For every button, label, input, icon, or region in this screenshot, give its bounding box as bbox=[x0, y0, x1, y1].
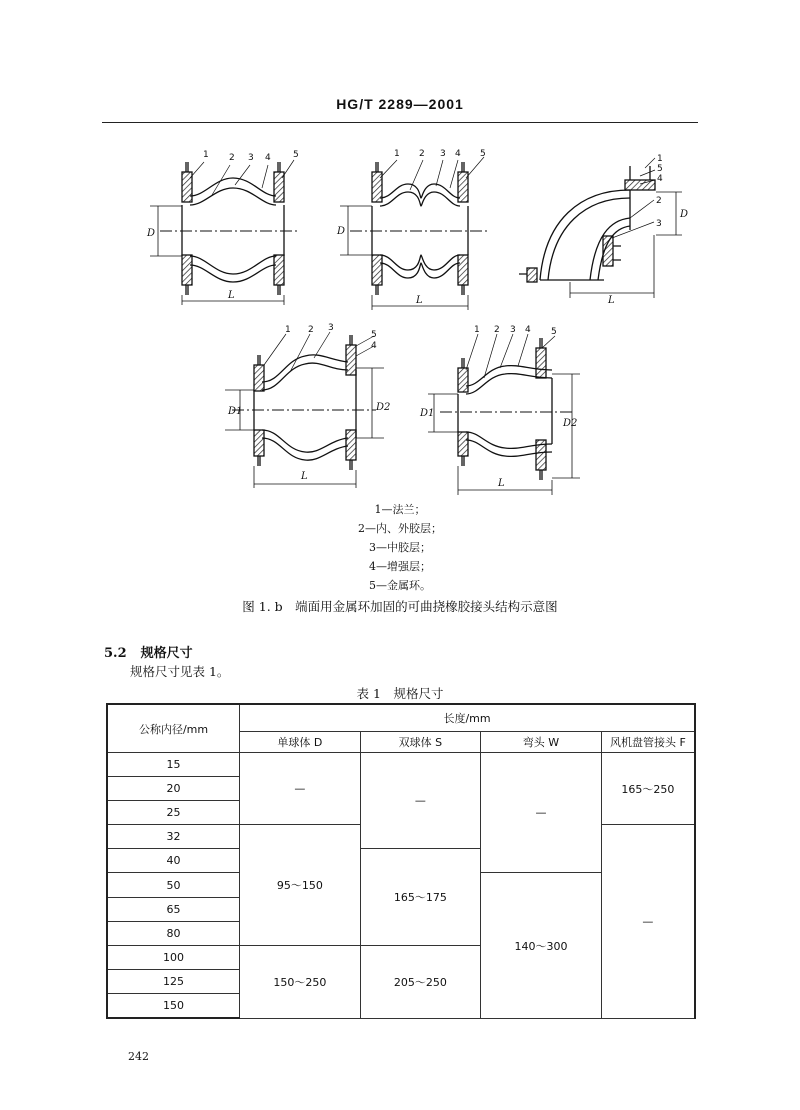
legend-item: 5—金属环。 bbox=[369, 579, 431, 592]
header-nominal-diameter: 公称内径/mm bbox=[107, 704, 240, 753]
svg-text:3: 3 bbox=[440, 149, 446, 159]
reducer-drawing-1 bbox=[225, 332, 384, 488]
dn-cell: 100 bbox=[107, 945, 240, 969]
elbow-cell: 140～300 bbox=[481, 873, 602, 1018]
reducer-drawing-2 bbox=[428, 334, 580, 495]
section-title: 规格尺寸 bbox=[140, 646, 193, 661]
svg-text:L: L bbox=[498, 478, 505, 489]
svg-text:1: 1 bbox=[657, 154, 663, 164]
dn-cell: 25 bbox=[107, 801, 240, 825]
svg-text:D: D bbox=[337, 226, 346, 237]
spec-table bbox=[106, 703, 696, 1019]
single-sphere-cell: 150～250 bbox=[240, 945, 361, 1018]
svg-text:5: 5 bbox=[371, 330, 377, 340]
double-sphere-cell: 165～175 bbox=[360, 849, 481, 945]
dn-cell: 150 bbox=[107, 993, 240, 1018]
svg-text:4: 4 bbox=[657, 174, 663, 184]
svg-text:2: 2 bbox=[419, 149, 425, 159]
elbow-cell: — bbox=[481, 753, 602, 873]
single-sphere-cell: 95～150 bbox=[240, 825, 361, 945]
svg-text:2: 2 bbox=[229, 153, 235, 163]
joint-structure-figure bbox=[0, 0, 800, 500]
header-double-sphere: 双球体 S bbox=[360, 732, 481, 753]
fan-coil-cell: — bbox=[601, 825, 695, 1018]
svg-text:D2: D2 bbox=[376, 402, 391, 413]
legend-item: 2—内、外胶层； bbox=[358, 522, 442, 535]
svg-text:4: 4 bbox=[525, 325, 531, 335]
dn-cell: 20 bbox=[107, 777, 240, 801]
figure-legend bbox=[0, 500, 800, 595]
svg-text:3: 3 bbox=[510, 325, 516, 335]
svg-text:5: 5 bbox=[293, 150, 299, 160]
svg-text:L: L bbox=[301, 471, 308, 482]
svg-text:L: L bbox=[608, 295, 615, 306]
svg-text:1: 1 bbox=[474, 325, 480, 335]
svg-text:3: 3 bbox=[656, 219, 662, 229]
svg-text:3: 3 bbox=[248, 153, 254, 163]
svg-text:3: 3 bbox=[328, 323, 334, 333]
standard-header: HG/T 2289—2001 bbox=[336, 96, 464, 112]
svg-text:4: 4 bbox=[265, 153, 271, 163]
page-number: 242 bbox=[128, 1050, 149, 1063]
svg-text:1: 1 bbox=[394, 149, 400, 159]
double-sphere-cell: — bbox=[360, 753, 481, 849]
svg-text:5: 5 bbox=[551, 327, 557, 337]
double-sphere-cell: 205～250 bbox=[360, 945, 481, 1018]
svg-text:D1: D1 bbox=[420, 408, 435, 419]
dn-cell: 32 bbox=[107, 825, 240, 849]
legend-item: 3—中胶层； bbox=[369, 541, 431, 554]
single-sphere-drawing bbox=[150, 160, 300, 305]
svg-text:D1: D1 bbox=[228, 406, 243, 417]
single-sphere-cell: — bbox=[240, 753, 361, 825]
header-fan-coil: 风机盘管接头 F bbox=[601, 732, 695, 753]
svg-text:1: 1 bbox=[285, 325, 291, 335]
header-single-sphere: 单球体 D bbox=[240, 732, 361, 753]
dn-cell: 65 bbox=[107, 897, 240, 921]
svg-text:2: 2 bbox=[308, 325, 314, 335]
svg-text:D: D bbox=[680, 209, 689, 220]
section-body: 规格尺寸见表 1。 bbox=[130, 664, 230, 679]
svg-text:1: 1 bbox=[203, 150, 209, 160]
header-length: 长度/mm bbox=[240, 704, 695, 732]
table-row bbox=[107, 753, 695, 777]
dn-cell: 50 bbox=[107, 873, 240, 897]
section-heading bbox=[104, 642, 207, 661]
svg-text:4: 4 bbox=[371, 341, 377, 351]
double-sphere-drawing bbox=[340, 157, 490, 310]
svg-text:5: 5 bbox=[480, 149, 486, 159]
svg-text:D2: D2 bbox=[563, 418, 578, 429]
section-number: 5.2 bbox=[104, 646, 127, 661]
figure-caption: 图 1. b 端面用金属环加固的可曲挠橡胶接头结构示意图 bbox=[242, 599, 558, 614]
dn-cell: 125 bbox=[107, 969, 240, 993]
dn-cell: 15 bbox=[107, 753, 240, 777]
svg-text:4: 4 bbox=[455, 149, 461, 159]
fan-coil-cell: 165～250 bbox=[601, 753, 695, 825]
table-caption: 表 1 规格尺寸 bbox=[356, 686, 444, 701]
dn-cell: 80 bbox=[107, 921, 240, 945]
header-elbow: 弯头 W bbox=[481, 732, 602, 753]
dn-cell: 40 bbox=[107, 849, 240, 873]
svg-text:2: 2 bbox=[656, 196, 662, 206]
svg-text:L: L bbox=[228, 290, 235, 301]
svg-text:L: L bbox=[416, 295, 423, 306]
svg-text:D: D bbox=[147, 228, 156, 239]
svg-text:5: 5 bbox=[657, 164, 663, 174]
svg-text:2: 2 bbox=[494, 325, 500, 335]
legend-item: 4—增强层； bbox=[369, 560, 431, 573]
legend-item: 1—法兰； bbox=[374, 503, 426, 516]
